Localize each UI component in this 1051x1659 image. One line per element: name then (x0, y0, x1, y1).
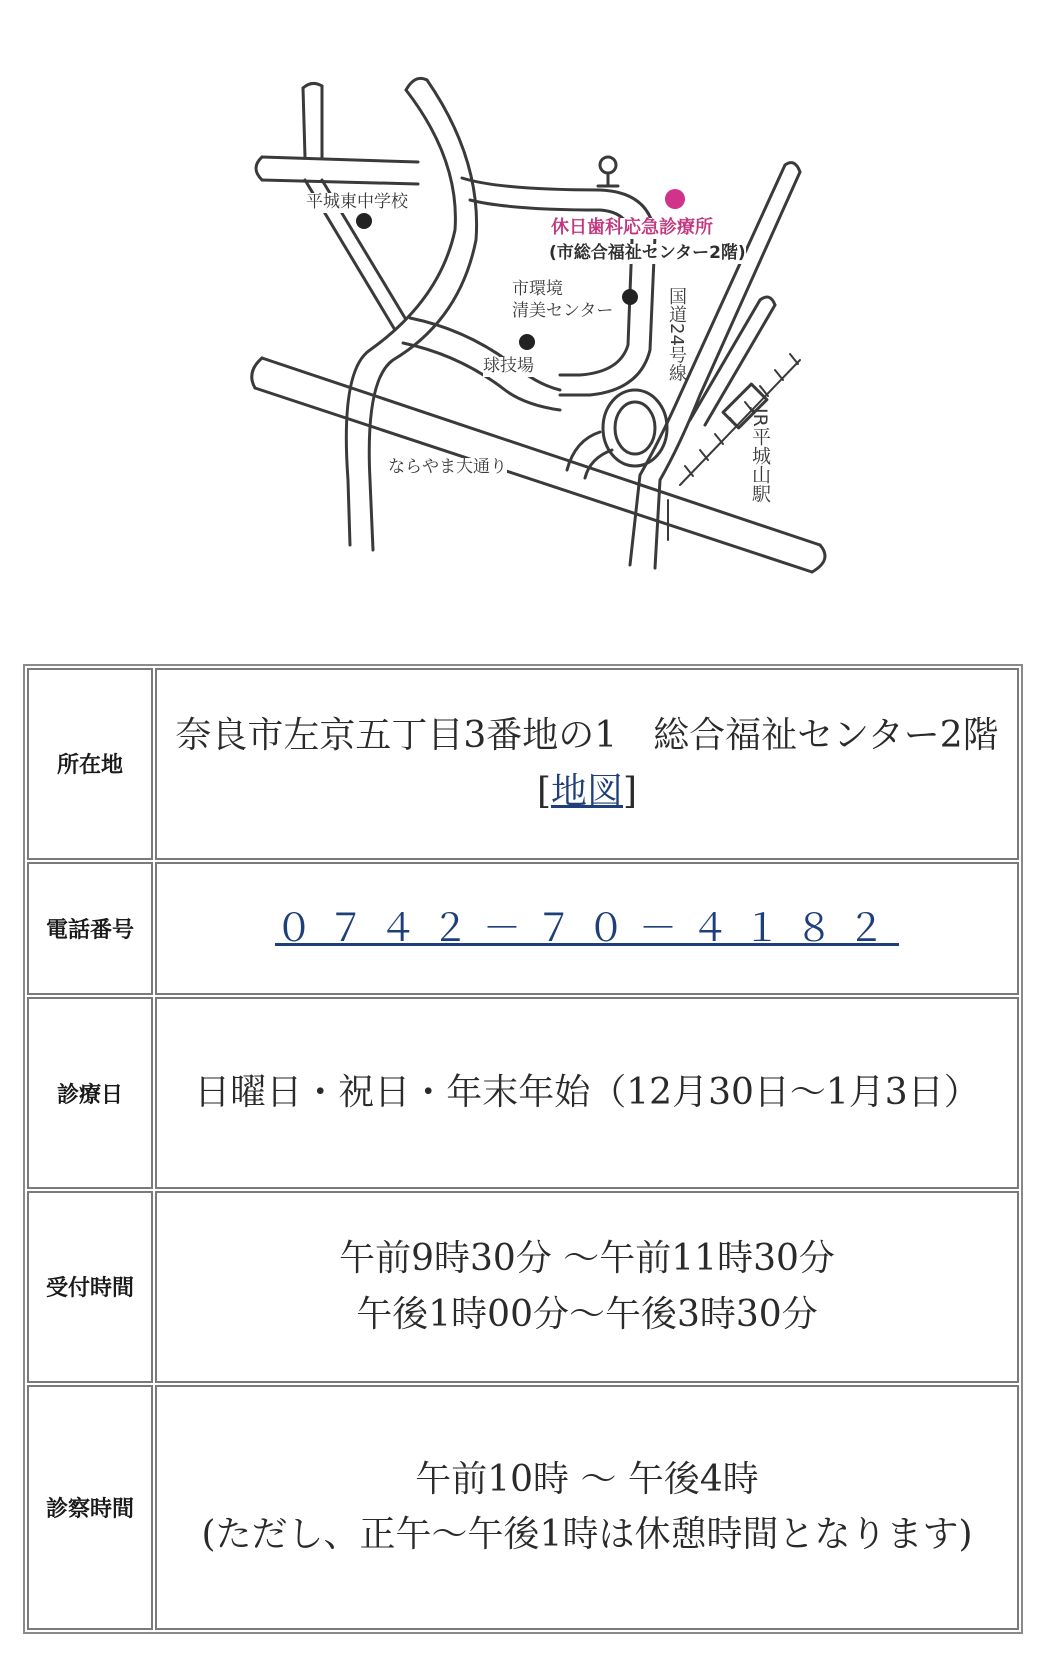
value-days: 日曜日・祝日・年末年始（12月30日～1月3日） (155, 997, 1019, 1189)
table-row (27, 668, 1019, 860)
value-phone (155, 862, 1019, 995)
map-label-jr-station: JR平城山駅 (749, 408, 771, 503)
consultation-hours-line1: 午前10時 ～ 午後4時 (415, 1458, 759, 1500)
label-consultation-hours: 診察時間 (27, 1385, 153, 1630)
map-label-stadium: 球技場 (483, 356, 534, 376)
label-address: 所在地 (27, 668, 153, 860)
address-suffix: ] (623, 770, 638, 812)
reception-hours-line2: 午後1時00分～午後3時30分 (356, 1293, 818, 1335)
label-days: 診療日 (27, 997, 153, 1189)
map-label-env-center-2: 清美センター (512, 301, 614, 321)
access-map (0, 0, 1051, 640)
map-label-narayama: ならやま大通り (388, 457, 507, 477)
address-text: 奈良市左京五丁目3番地の1 総合福祉センター2階[ (175, 715, 999, 812)
reception-hours-line1: 午前9時30分 ～午前11時30分 (339, 1238, 835, 1280)
value-reception-hours (155, 1191, 1019, 1383)
label-phone: 電話番号 (27, 862, 153, 995)
phone-link[interactable]: ０７４２－７０－４１８２ (274, 906, 899, 951)
map-label-clinic-sub: (市総合福祉センター2階) (549, 243, 746, 263)
value-address (155, 668, 1019, 860)
value-consultation-hours (155, 1385, 1019, 1630)
school-marker (356, 213, 372, 229)
consultation-hours-line2: (ただし、正午～午後1時は休憩時間となります) (201, 1514, 973, 1556)
table-row (27, 1191, 1019, 1383)
map-label-school: 平城東中学校 (306, 192, 408, 212)
clinic-info-table (23, 664, 1023, 1634)
clinic-marker (665, 189, 685, 209)
map-label-env-center-1: 市環境 (512, 279, 563, 299)
table-row (27, 862, 1019, 995)
map-link[interactable]: 地図 (550, 770, 623, 812)
table-row (27, 997, 1019, 1189)
map-label-clinic: 休日歯科応急診療所 (551, 217, 713, 238)
stadium-marker (519, 334, 535, 350)
label-reception-hours: 受付時間 (27, 1191, 153, 1383)
env-center-marker (622, 289, 638, 305)
map-label-route24: 国道24号線 (666, 287, 687, 382)
table-row (27, 1385, 1019, 1630)
